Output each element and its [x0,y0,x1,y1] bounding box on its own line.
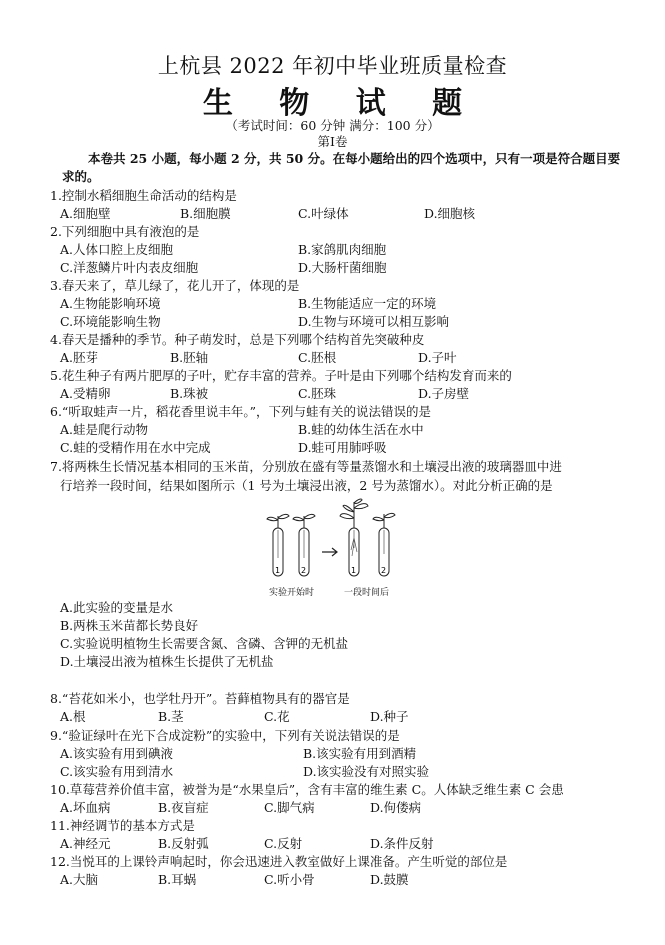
experiment-figure [264,498,414,598]
seedling-small-3 [373,513,395,528]
option: B.生物能适应一定的环境 [298,296,437,311]
option: B.胚轴 [170,350,209,365]
option: A.细胞壁 [60,206,111,221]
option: C.听小骨 [264,872,315,887]
tube-number-4: 2 [381,566,387,575]
option: C.胚根 [298,350,337,365]
option: D.佝偻病 [370,800,422,815]
tube-number-2: 2 [301,566,307,575]
option: C.洋葱鳞片叶内表皮细胞 [60,260,199,275]
seedling-small-1 [267,514,289,528]
option: B.蛙的幼体生活在水中 [298,422,424,437]
option: B.两株玉米苗都长势良好 [60,618,199,633]
figure-label-later: 一段时间后 [344,588,390,598]
option: A.此实验的变量是水 [60,600,174,615]
test-tubes-diagram [264,498,414,598]
option: A.坏血病 [60,800,111,815]
subject-title: 生 物 试 题 [202,86,481,121]
question-stem: 8.“苔花如米小，也学牡丹开”。苔藓植物具有的器官是 [50,691,350,706]
option: A.该实验有用到碘液 [60,746,174,761]
option: B.茎 [158,709,184,724]
question-stem: 5.花生种子有两片肥厚的子叶，贮存丰富的营养。子叶是由下列哪个结构发育而来的 [50,368,512,383]
option: B.家鸽肌肉细胞 [298,242,387,257]
exam-info: （考试时间：60 分钟 满分：100 分） [225,118,440,133]
option: A.神经元 [60,836,111,851]
option: D.种子 [370,709,409,724]
option: A.大脑 [60,872,99,887]
option: C.胚珠 [298,386,337,401]
option: C.实验说明植物生长需要含氮、含磷、含钾的无机盐 [60,636,349,651]
option: A.胚芽 [60,350,99,365]
option: C.叶绿体 [298,206,349,221]
option: D.该实验没有对照实验 [303,764,430,779]
option: D.大肠杆菌细胞 [298,260,387,275]
option: D.蛙可用肺呼吸 [298,440,387,455]
question-stem: 3.春天来了，草儿绿了，花儿开了，体现的是 [50,278,300,293]
option: B.夜盲症 [158,800,209,815]
option: D.土壤浸出液为植株生长提供了无机盐 [60,654,274,669]
question-stem: 9.“验证绿叶在光下合成淀粉”的实验中，下列有关说法错误的是 [50,728,400,743]
tube-number-1: 1 [275,566,281,575]
part-label: 第Ⅰ卷 [317,134,348,149]
option: A.蛙是爬行动物 [60,422,149,437]
option: C.该实验有用到清水 [60,764,174,779]
option: D.鼓膜 [370,872,409,887]
option: D.子房壁 [418,386,470,401]
option: D.生物与环境可以相互影响 [298,314,450,329]
option: A.根 [60,709,86,724]
question-stem: 1.控制水稻细胞生命活动的结构是 [50,188,237,203]
option: B.该实验有用到酒精 [303,746,417,761]
option: B.耳蜗 [158,872,197,887]
option: B.细胞膜 [180,206,231,221]
option: D.条件反射 [370,836,434,851]
question-stem: 2.下列细胞中具有液泡的是 [50,224,200,239]
figure-label-start: 实验开始时 [269,588,315,598]
option: B.反射弧 [158,836,209,851]
option: D.细胞核 [424,206,476,221]
option: C.花 [264,709,290,724]
seedling-tall-1 [340,499,368,528]
question-stem-continued: 行培养一段时间，结果如图所示（1 号为土壤浸出液，2 号为蒸馏水）。对此分析正确的是 [60,478,553,493]
option: C.蛙的受精作用在水中完成 [60,440,211,455]
question-stem: 7.将两株生长情况基本相同的玉米苗，分别放在盛有等量蒸馏水和土壤浸出液的玻璃器皿中进 [50,459,562,474]
option: A.人体口腔上皮细胞 [60,242,174,257]
tube-number-3: 1 [351,566,357,575]
exam-title: 上杭县 2022 年初中毕业班质量检查 [157,54,508,78]
option: C.反射 [264,836,303,851]
question-stem: 11.神经调节的基本方式是 [50,818,195,833]
question-stem: 6.“听取蛙声一片，稻花香里说丰年。”，下列与蛙有关的说法错误的是 [50,404,431,419]
option: D.子叶 [418,350,457,365]
option: A.生物能影响环境 [60,296,161,311]
instruction: 本卷共 25 小题，每小题 2 分，共 50 分。在每小题给出的四个选项中，只有一项是符合题目要求的。 [62,151,621,184]
option: C.环境能影响生物 [60,314,161,329]
option: B.珠被 [170,386,209,401]
seedling-small-2 [293,514,315,528]
arrow-icon [322,548,337,556]
question-stem: 4.春天是播种的季节。种子萌发时，总是下列哪个结构首先突破种皮 [50,332,425,347]
option: A.受精卵 [60,386,111,401]
question-stem: 12.当悦耳的上课铃声响起时，你会迅速进入教室做好上课准备。产生听觉的部位是 [50,854,508,869]
option: C.脚气病 [264,800,315,815]
question-stem: 10.草莓营养价值丰富，被誉为是“水果皇后”，含有丰富的维生素 C。人体缺乏维生素 C 会患 [50,782,564,797]
